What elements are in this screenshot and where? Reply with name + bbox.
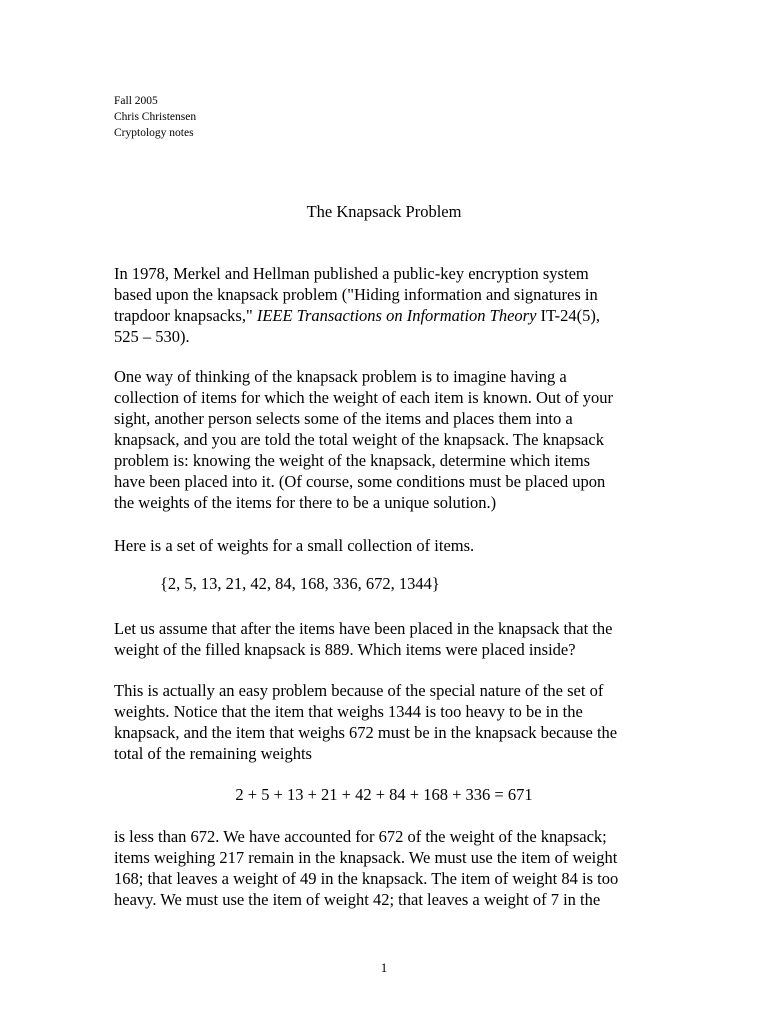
text-line: collection of items for which the weight of each item is known. Out of your <box>114 388 614 407</box>
text-line: 525 – 530). <box>114 327 190 346</box>
text-line: This is actually an easy problem because of the special nature of the set of <box>114 681 604 700</box>
text-line: total of the remaining weights <box>114 744 312 763</box>
text-line: One way of thinking of the knapsack problem is to imagine having a <box>114 367 567 386</box>
text-line: In 1978, Merkel and Hellman published a public-key encryption system <box>114 264 589 283</box>
text-line: weight of the filled knapsack is 889. Which items were placed inside? <box>114 640 576 659</box>
page-number: 1 <box>380 960 388 975</box>
header-course: Cryptology notes <box>114 127 194 139</box>
paragraph-solution <box>114 826 654 910</box>
weights-set: {2, 5, 13, 21, 42, 84, 168, 336, 672, 1344} <box>160 574 440 593</box>
text-line: heavy. We must use the item of weight 42; that leaves a weight of 7 in the <box>114 890 601 909</box>
header-term: Fall 2005 <box>114 95 158 107</box>
text-line: knapsack, and the item that weighs 672 must be in the knapsack because the <box>114 723 618 742</box>
text-line: 168; that leaves a weight of 49 in the knapsack. The item of weight 84 is too <box>114 869 619 888</box>
sum-equation: 2 + 5 + 13 + 21 + 42 + 84 + 168 + 336 = 671 <box>235 785 533 804</box>
journal-title: IEEE Transactions on Information Theory <box>256 306 537 325</box>
text-line: sight, another person selects some of the items and places them into a <box>114 409 573 428</box>
document-header <box>114 93 196 141</box>
text-line: Here is a set of weights for a small collection of items. <box>114 536 475 555</box>
text-line: knapsack, and you are told the total weight of the knapsack. The knapsack <box>114 430 604 449</box>
paragraph-set-intro <box>114 535 654 556</box>
text-line: Let us assume that after the items have been placed in the knapsack that the <box>114 619 613 638</box>
text-run: IT-24(5), <box>536 306 600 325</box>
document-title: The Knapsack Problem <box>306 202 462 221</box>
text-line <box>114 305 654 326</box>
text-line: items weighing 217 remain in the knapsack. We must use the item of weight <box>114 848 618 867</box>
text-line: the weights of the items for there to be a unique solution.) <box>114 493 497 512</box>
paragraph-intro <box>114 263 654 347</box>
paragraph-explanation <box>114 680 654 764</box>
text-line: have been placed into it. (Of course, some conditions must be placed upon <box>114 472 606 491</box>
text-line: problem is: knowing the weight of the knapsack, determine which items <box>114 451 591 470</box>
text-line: based upon the knapsack problem ("Hiding information and signatures in <box>114 285 598 304</box>
text-line: is less than 672. We have accounted for 672 of the weight of the knapsack; <box>114 827 607 846</box>
text-run: trapdoor knapsacks," <box>114 306 257 325</box>
paragraph-definition <box>114 366 654 513</box>
header-author: Chris Christensen <box>114 111 197 123</box>
paragraph-question <box>114 618 654 660</box>
text-line: weights. Notice that the item that weighs 1344 is too heavy to be in the <box>114 702 583 721</box>
